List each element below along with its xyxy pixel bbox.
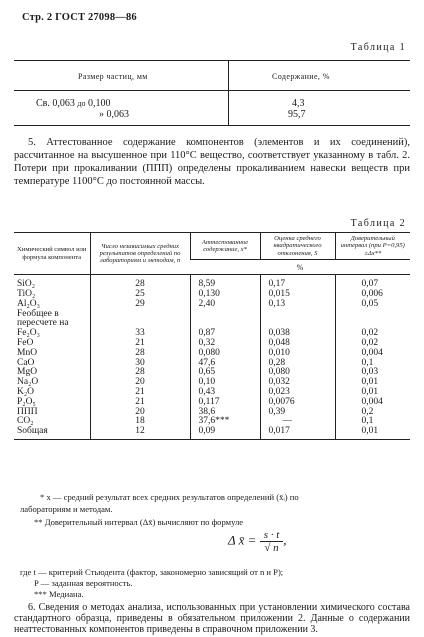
footnote-4: P — заданная вероятность. (34, 578, 133, 588)
table-row: FeO 21 0,32 0,048 0,02 (14, 339, 410, 349)
table-row: Sобщая 12 0,09 0,017 0,01 (14, 427, 410, 439)
table-row: SiO₂ 28 8,59 0,17 0,07 (14, 275, 410, 290)
table2-header-s: Оценка среднего квадратического отклонения, S (260, 233, 335, 260)
table1-header-rule (14, 90, 410, 91)
table1-col1-header: Размер частиц, мм (78, 72, 148, 81)
footnote-2: ** Доверительный интервал (Δx̄) вычисляют по формуле (34, 517, 244, 527)
table1-column-divider (228, 60, 229, 125)
table1-row-1-size: Св. 0,063 до 0,100 (36, 98, 111, 109)
table2-caption: Таблица 2 (350, 218, 406, 229)
paragraph-6: 6. Сведения о методах анализа, использованных при установлении химического состава стандартного образца, приведены в обязательном приложении 2. Данные о содержании неаттестованных компонентов приведены в справочном приложении 3. (14, 602, 410, 635)
table2 (14, 232, 410, 440)
footnote-3: где t — критерий Стьюдента (фактор, закономерно зависящий от n и P); (20, 567, 284, 577)
table1-col2-header: Содержание, % (272, 72, 330, 81)
footnote-1a: * x — средний результат всех средних результатов определений (x̄ᵢ) по (40, 492, 299, 502)
table-row: MgO 28 0,65 0,080 0,03 (14, 368, 410, 378)
table1-caption: Таблица 1 (350, 42, 406, 53)
table2-header-component: Химический символ или формула компонента (14, 233, 90, 275)
table2-header-x: Аттестованное содержание, x* (190, 233, 260, 260)
table1-row-1-content: 4,3 (292, 98, 305, 109)
table-row: CaO 30 47,6 0,28 0,1 (14, 359, 410, 369)
table-row: K₂O 21 0,43 0,023 0,01 (14, 388, 410, 398)
table1-top-rule (14, 60, 410, 61)
table1-row-2-size: » 0,063 (99, 109, 129, 120)
table-row: TiO₂ 25 0,130 0,015 0,006 (14, 290, 410, 300)
table-row: CO₂ 18 37,6*** — 0,1 (14, 417, 410, 427)
table-row: MnO 28 0,080 0,010 0,004 (14, 349, 410, 359)
table2-header-unit: % (190, 260, 410, 275)
table1-row-2-content: 95,7 (288, 109, 306, 120)
table-row: P₂O₅ 21 0,117 0,0076 0,004 (14, 398, 410, 408)
table-row-fe-label: Feобщее в (14, 310, 410, 320)
footnote-5: *** Медиана. (34, 589, 84, 599)
table-row-fe-label: пересчете на (14, 319, 410, 329)
footnote-1b: лабораториям и методам. (20, 504, 113, 514)
table-row: Al₂O₃ 29 2,40 0,13 0,05 (14, 300, 410, 310)
confidence-formula: Δ x̄ = $\frac{s \cdot t}{√ n}$ , (228, 529, 287, 554)
table-row: Na₂O 20 0,10 0,032 0,01 (14, 378, 410, 388)
table-row: ППП 20 38,6 0,39 0,2 (14, 408, 410, 418)
table-row: Fe₂O₃ 33 0,87 0,038 0,02 (14, 329, 410, 339)
page-header: Стр. 2 ГОСТ 27098—86 (22, 12, 137, 23)
table1-bottom-rule (14, 125, 410, 126)
table2-header-n: Число независимых средних результатов определений по лабораториям и методам, n (90, 233, 190, 275)
paragraph-5: 5. Аттестованное содержание компонентов (элементов и их соединений), рассчитанное на высушенное при 110°С вещество, соответствует указанному в табл. 2. Потери при прокаливании (ППП) определены прокаливанием навески веществ при температуре 1100°С до постоянной массы. (14, 137, 410, 187)
table2-header-delta: Доверительный интервал (при P=0,95) ±Δx** (335, 233, 410, 260)
